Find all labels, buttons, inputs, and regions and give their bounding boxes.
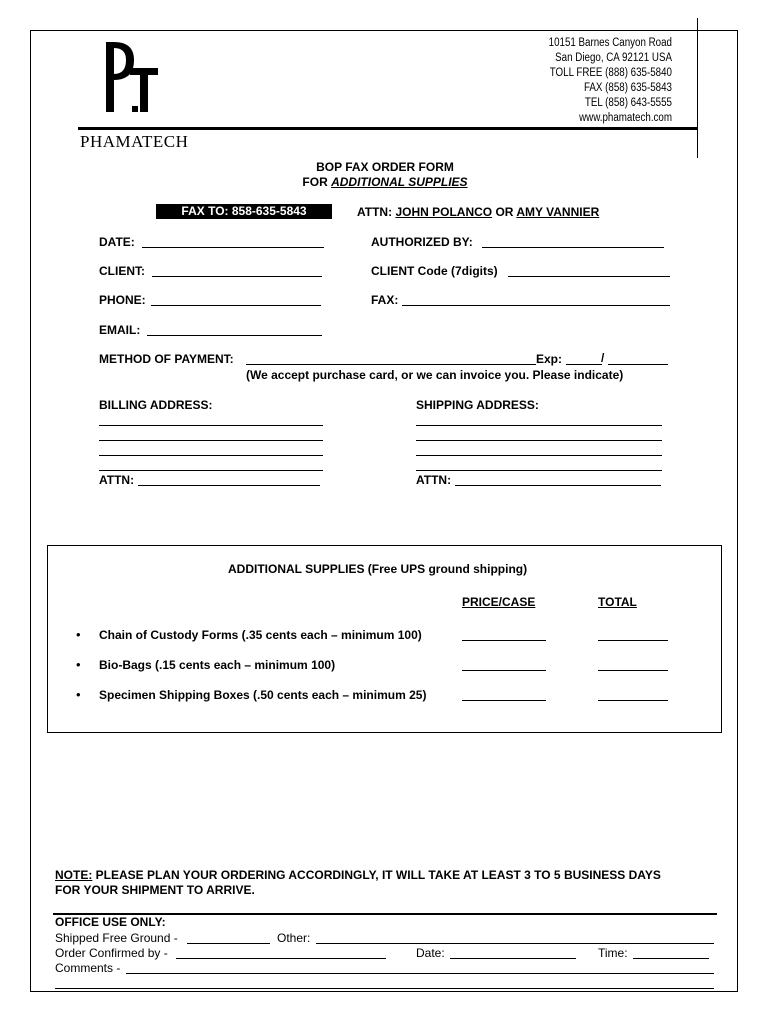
- payment-method-label: METHOD OF PAYMENT:: [99, 352, 234, 366]
- other-label: Other:: [277, 931, 311, 945]
- order-confirmed-label: Order Confirmed by -: [55, 946, 168, 960]
- exp-year-field[interactable]: [608, 364, 668, 365]
- address-line: TEL (858) 643-5555: [584, 97, 672, 109]
- shipping-address-line[interactable]: [416, 440, 662, 441]
- shipping-boxes-total-field[interactable]: [598, 700, 668, 701]
- billing-attn-field[interactable]: [138, 485, 320, 486]
- office-time-label: Time:: [598, 946, 628, 960]
- total-header: TOTAL: [598, 595, 637, 609]
- supply-item-bio-bags: Bio-Bags (.15 cents each – minimum 100): [99, 658, 336, 672]
- bullet-icon: •: [76, 687, 81, 702]
- address-line: FAX (858) 635-5843: [583, 82, 672, 94]
- bullet-icon: •: [76, 657, 81, 672]
- form-title: BOP FAX ORDER FORM: [316, 160, 454, 174]
- comments-field[interactable]: [126, 973, 714, 974]
- brand-name: PHAMATECH: [80, 132, 189, 151]
- note-text-1: PLEASE PLAN YOUR ORDERING ACCORDINGLY, IT WILL TAKE AT LEAST 3 TO 5 BUSINESS DAYS: [92, 868, 661, 882]
- billing-address-line[interactable]: [99, 470, 323, 471]
- client-label: CLIENT:: [99, 264, 145, 278]
- margin-tick: [697, 18, 698, 158]
- address-line: 10151 Barnes Canyon Road: [548, 37, 672, 49]
- note-label: NOTE:: [55, 868, 93, 882]
- exp-month-field[interactable]: [566, 364, 602, 365]
- attn-or: OR: [492, 205, 517, 219]
- coc-forms-price-field[interactable]: [462, 640, 546, 641]
- client-code-label: CLIENT Code (7digits): [371, 264, 498, 278]
- billing-address-line[interactable]: [99, 455, 323, 456]
- comments-label: Comments -: [55, 961, 121, 975]
- address-line: TOLL FREE (888) 635-5840: [549, 67, 672, 79]
- shipping-address-line[interactable]: [416, 455, 662, 456]
- note-line-1: [55, 868, 661, 883]
- subtitle-prefix: FOR: [302, 175, 332, 189]
- supplies-heading: ADDITIONAL SUPPLIES (Free UPS ground shipping): [228, 562, 528, 576]
- other-field[interactable]: [316, 943, 714, 944]
- date-field[interactable]: [142, 247, 324, 248]
- email-label: EMAIL:: [99, 323, 141, 337]
- client-code-field[interactable]: [508, 276, 670, 277]
- subtitle-emphasis: ADDITIONAL SUPPLIES: [331, 175, 468, 189]
- attn-prefix: ATTN:: [357, 205, 396, 219]
- fax-to-box: FAX TO: 858-635-5843: [156, 204, 332, 219]
- bio-bags-price-field[interactable]: [462, 670, 546, 671]
- shipping-attn-field[interactable]: [455, 485, 661, 486]
- exp-label: Exp:: [536, 352, 563, 366]
- billing-address-line[interactable]: [99, 425, 323, 426]
- office-date-field[interactable]: [450, 958, 576, 959]
- office-date-label: Date:: [416, 946, 445, 960]
- attn-name-1: JOHN POLANCO: [395, 205, 493, 219]
- date-label: DATE:: [99, 235, 135, 249]
- fax-label: FAX:: [371, 293, 399, 307]
- office-time-field[interactable]: [633, 958, 709, 959]
- email-field[interactable]: [147, 335, 322, 336]
- payment-method-field[interactable]: [246, 364, 536, 365]
- phone-label: PHONE:: [99, 293, 146, 307]
- exp-separator: /: [601, 351, 605, 365]
- shipped-free-ground-field[interactable]: [187, 943, 270, 944]
- coc-forms-total-field[interactable]: [598, 640, 668, 641]
- billing-address-line[interactable]: [99, 440, 323, 441]
- price-case-header: PRICE/CASE: [462, 595, 536, 609]
- attn-line: [357, 205, 599, 219]
- fax-field[interactable]: [402, 305, 670, 306]
- shipping-address-label: SHIPPING ADDRESS:: [416, 398, 539, 412]
- comments-field-line-2[interactable]: [55, 988, 714, 989]
- shipped-free-ground-label: Shipped Free Ground -: [55, 931, 178, 945]
- shipping-boxes-price-field[interactable]: [462, 700, 546, 701]
- address-line: www.phamatech.com: [579, 112, 672, 124]
- office-use-heading: OFFICE USE ONLY:: [55, 915, 166, 929]
- attn-name-2: AMY VANNIER: [516, 205, 600, 219]
- note-line-2: FOR YOUR SHIPMENT TO ARRIVE.: [55, 883, 255, 897]
- bio-bags-total-field[interactable]: [598, 670, 668, 671]
- supply-item-shipping-boxes: Specimen Shipping Boxes (.50 cents each – minimum 25): [99, 688, 427, 702]
- form-subtitle: [0, 175, 770, 189]
- authorized-by-field[interactable]: [482, 247, 664, 248]
- shipping-address-line[interactable]: [416, 470, 662, 471]
- phone-field[interactable]: [151, 305, 321, 306]
- address-line: San Diego, CA 92121 USA: [555, 52, 672, 64]
- shipping-attn-label: ATTN:: [416, 473, 452, 487]
- payment-note: (We accept purchase card, or we can invoice you. Please indicate): [246, 368, 624, 382]
- billing-address-label: BILLING ADDRESS:: [99, 398, 213, 412]
- order-confirmed-field[interactable]: [176, 958, 386, 959]
- supply-item-coc-forms: Chain of Custody Forms (.35 cents each – minimum 100): [99, 628, 422, 642]
- company-address: [543, 36, 672, 126]
- billing-attn-label: ATTN:: [99, 473, 135, 487]
- authorized-by-label: AUTHORIZED BY:: [371, 235, 473, 249]
- shipping-note: [55, 868, 661, 898]
- client-field[interactable]: [152, 276, 322, 277]
- phamatech-logo-mark: [100, 38, 160, 116]
- shipping-address-line[interactable]: [416, 425, 662, 426]
- bullet-icon: •: [76, 627, 81, 642]
- header-rule: [78, 127, 698, 130]
